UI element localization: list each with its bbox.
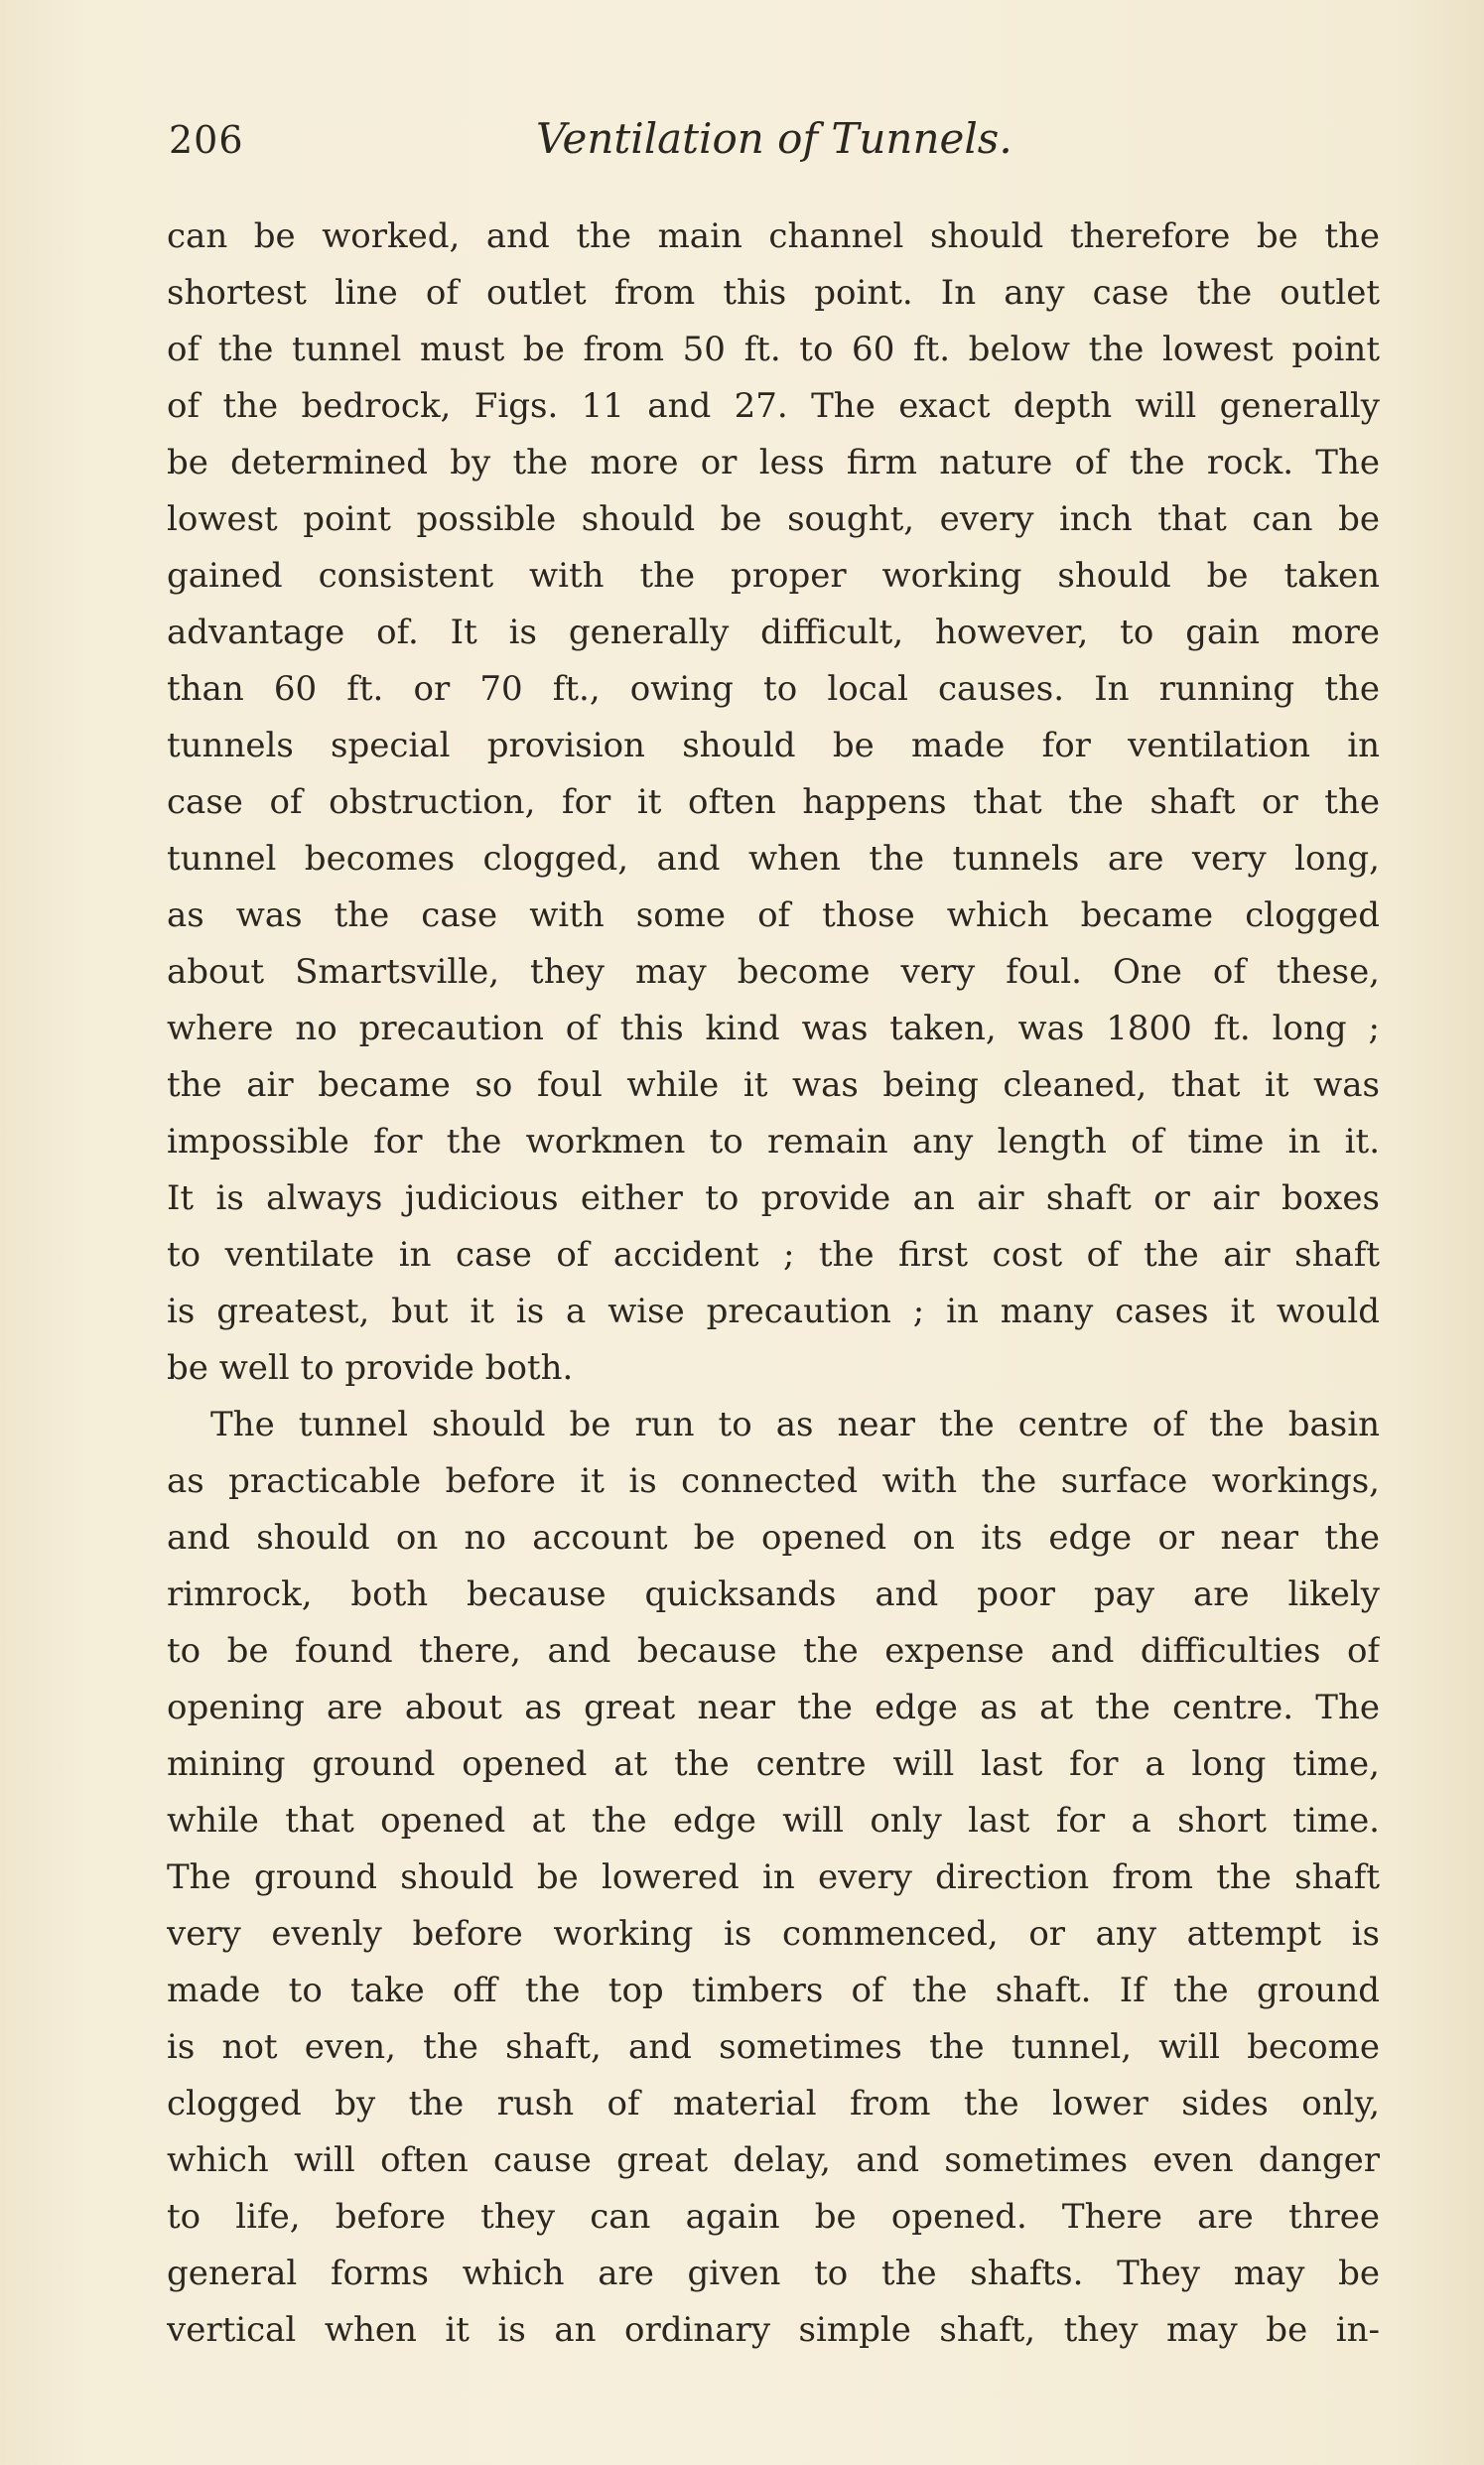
text-line: of the tunnel must be from 50 ft. to 60 ft. below the lowest point (167, 330, 1380, 369)
text-line: as practicable before it is connected with the surface workings, (167, 1461, 1380, 1501)
text-line: to ventilate in case of accident ; the first cost of the air shaft (167, 1235, 1380, 1275)
page-header (169, 114, 1380, 174)
text-line: general forms which are given to the shafts. They may be (167, 2254, 1380, 2293)
running-title: Ventilation of Tunnels. (536, 114, 1012, 163)
text-line: where no precaution of this kind was taken, was 1800 ft. long ; (167, 1009, 1380, 1048)
text-line: which will often cause great delay, and sometimes even danger (167, 2140, 1380, 2180)
text-line: tunnels special provision should be made for ventilation in (167, 726, 1380, 765)
text-line: It is always judicious either to provide an air shaft or air boxes (167, 1178, 1380, 1218)
text-line: is greatest, but it is a wise precaution ; in many cases it would (167, 1292, 1380, 1331)
text-line: be determined by the more or less firm nature of the rock. The (167, 443, 1380, 482)
text-line: advantage of. It is generally difficult, however, to gain more (167, 613, 1380, 652)
text-line: to be found there, and because the expense and difficulties of (167, 1631, 1380, 1671)
text-line: impossible for the workmen to remain any length of time in it. (167, 1122, 1380, 1162)
text-line: can be worked, and the main channel should therefore be the (167, 216, 1380, 256)
text-line: The ground should be lowered in every direction from the shaft (167, 1857, 1380, 1897)
text-line: to life, before they can again be opened. There are three (167, 2197, 1380, 2237)
text-line: lowest point possible should be sought, every inch that can be (167, 499, 1380, 539)
text-line: very evenly before working is commenced, or any attempt is (167, 1914, 1380, 1954)
text-line: gained consistent with the proper working should be taken (167, 556, 1380, 596)
text-line: shortest line of outlet from this point. In any case the outlet (167, 273, 1380, 313)
text-line: is not even, the shaft, and sometimes the tunnel, will become (167, 2027, 1380, 2067)
text-line: case of obstruction, for it often happens that the shaft or the (167, 782, 1380, 822)
text-line: mining ground opened at the centre will last for a long time, (167, 1744, 1380, 1784)
text-line: made to take off the top timbers of the shaft. If the ground (167, 1971, 1380, 2010)
text-line: vertical when it is an ordinary simple shaft, they may be in- (167, 2310, 1380, 2350)
text-line: of the bedrock, Figs. 11 and 27. The exact depth will generally (167, 386, 1380, 426)
body-text (167, 208, 1380, 2359)
text-line: and should on no account be opened on its edge or near the (167, 1518, 1380, 1558)
text-line: clogged by the rush of material from the lower sides only, (167, 2084, 1380, 2123)
text-line: than 60 ft. or 70 ft., owing to local causes. In running the (167, 669, 1380, 709)
text-line: opening are about as great near the edge as at the centre. The (167, 1688, 1380, 1727)
text-line: rimrock, both because quicksands and poor pay are likely (167, 1575, 1380, 1614)
text-line: tunnel becomes clogged, and when the tunnels are very long, (167, 839, 1380, 879)
text-line: about Smartsville, they may become very foul. One of these, (167, 952, 1380, 992)
paragraph-start-line: The tunnel should be run to as near the centre of the basin (210, 1405, 1380, 1444)
text-line: as was the case with some of those which became clogged (167, 895, 1380, 935)
text-line: the air became so foul while it was being cleaned, that it was (167, 1065, 1380, 1105)
paragraph-end-line: be well to provide both. (167, 1348, 574, 1388)
text-line: while that opened at the edge will only last for a short time. (167, 1801, 1380, 1841)
page-number: 206 (169, 118, 244, 162)
